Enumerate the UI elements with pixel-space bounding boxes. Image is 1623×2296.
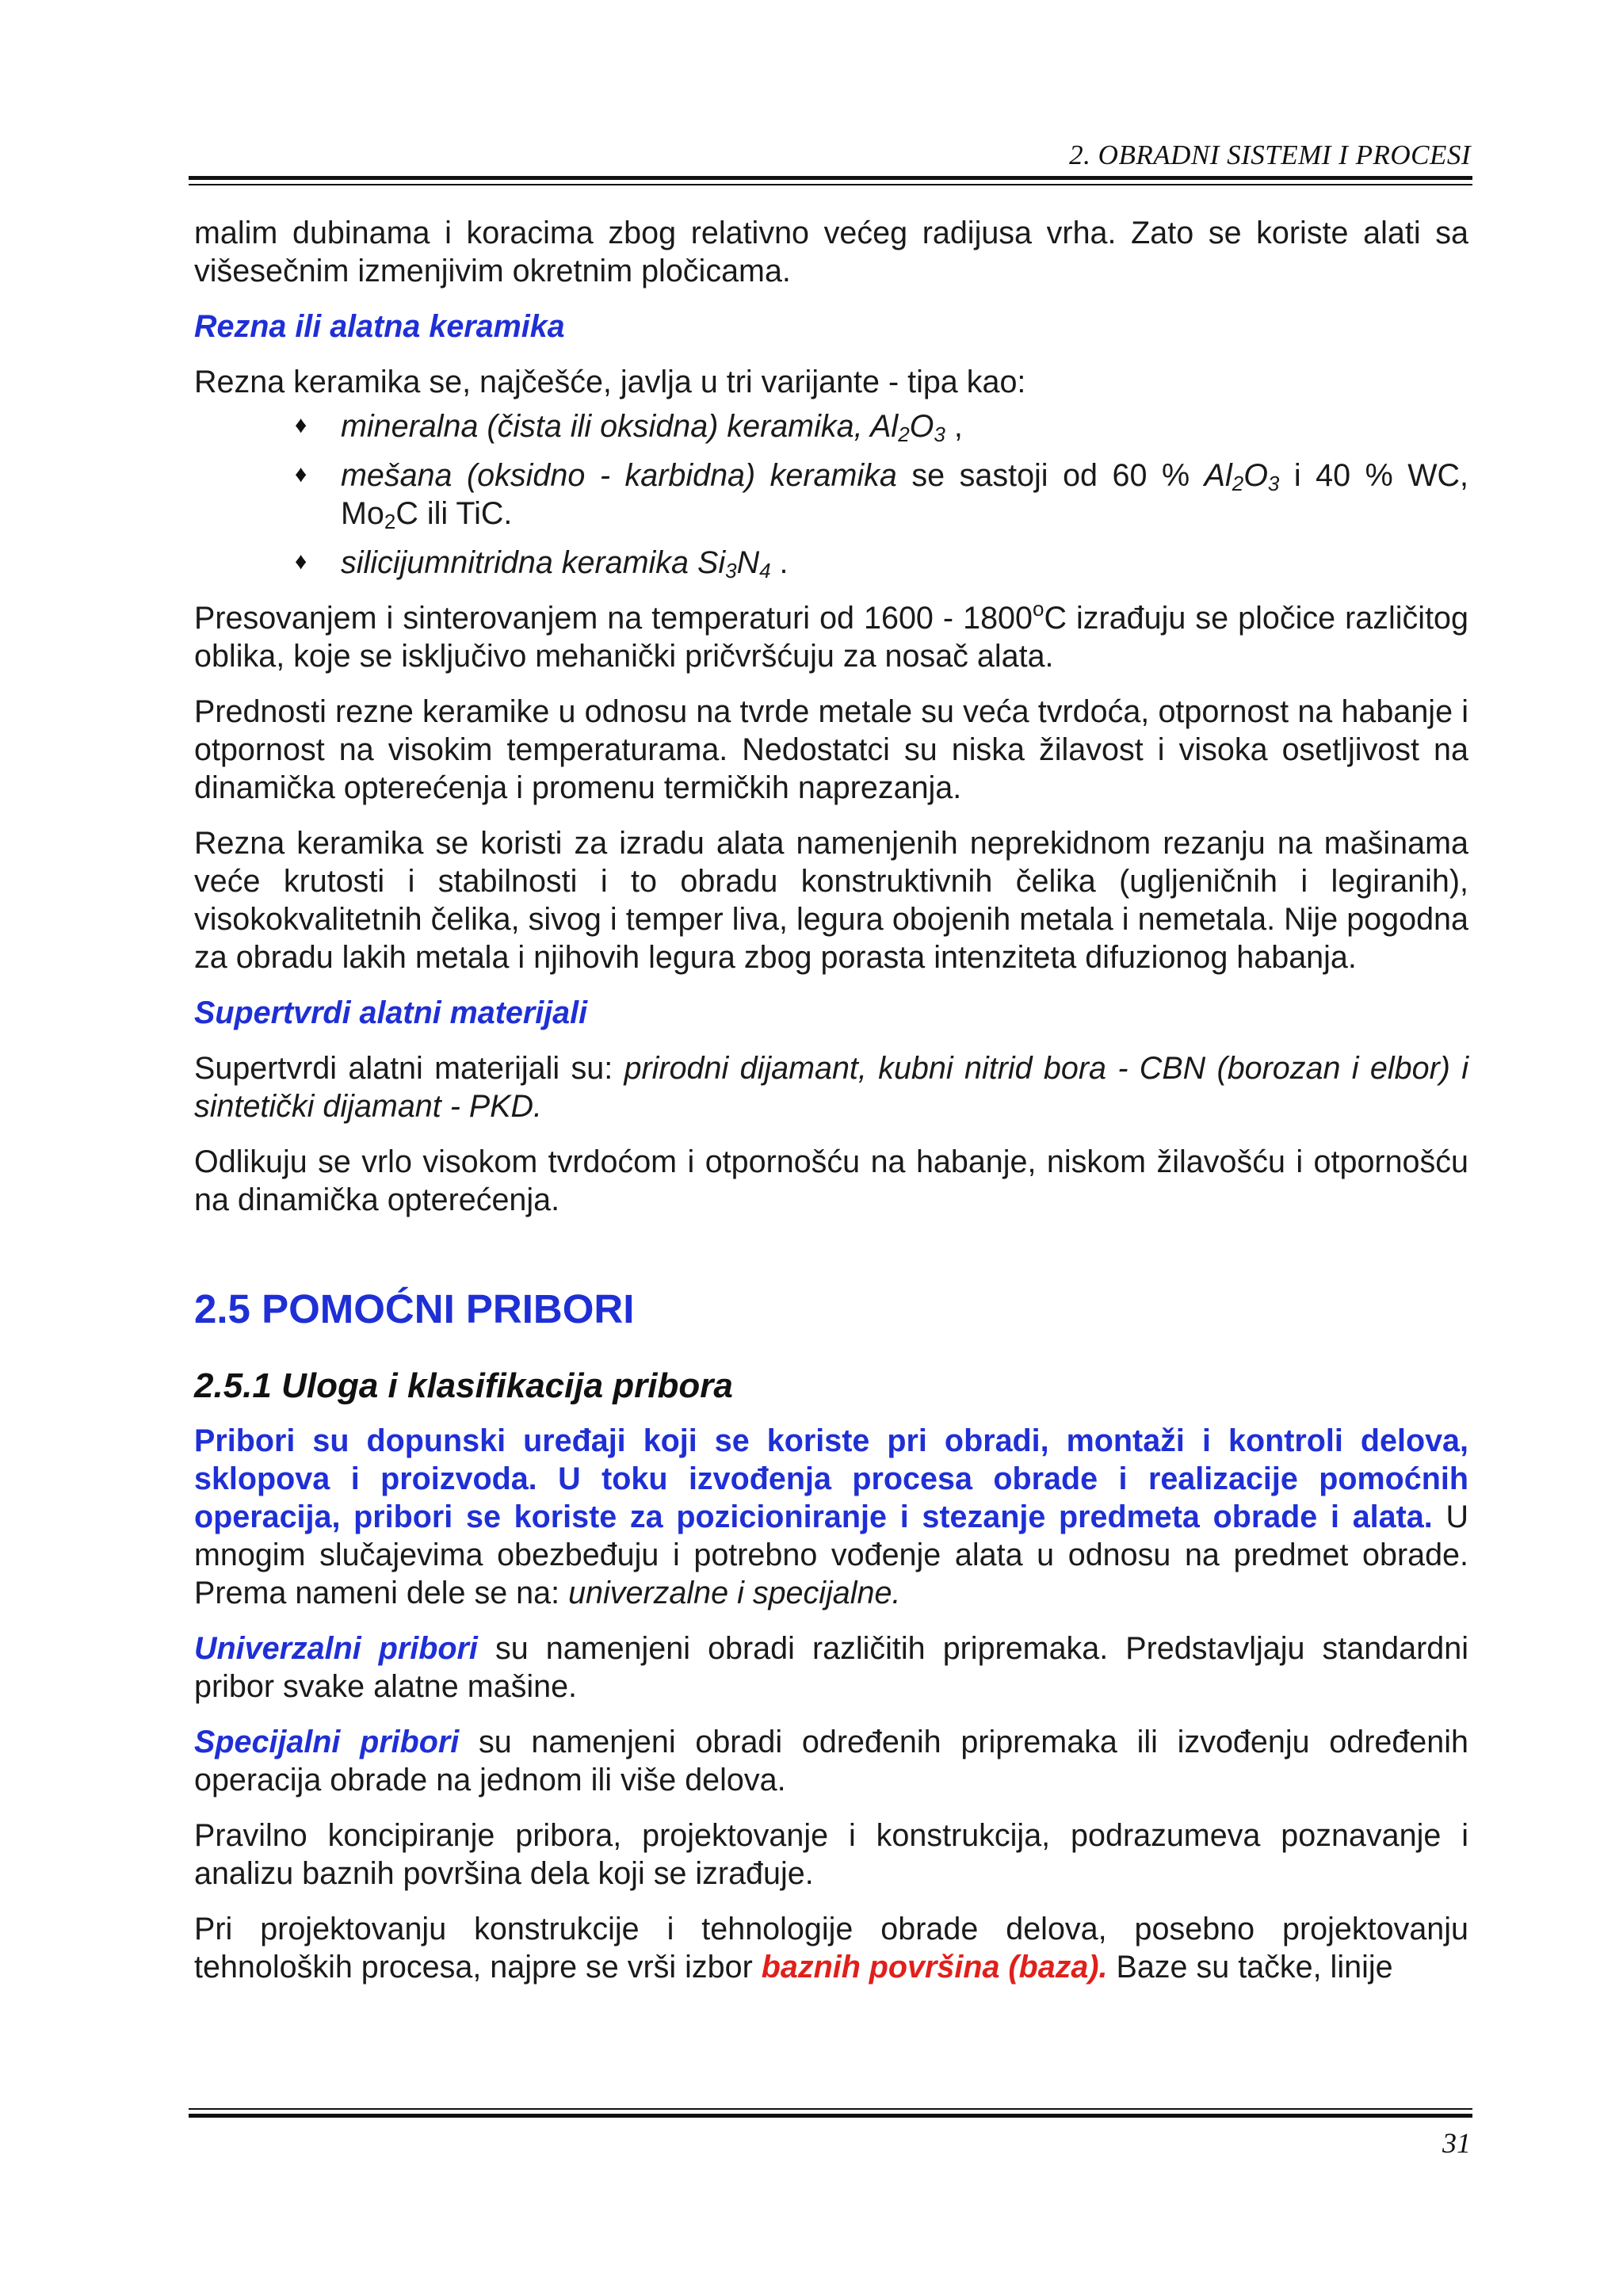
bullet-term: mešana (oksidno - karbidna) keramika — [341, 458, 897, 493]
paragraph-special-fixtures: Specijalni pribori su namenjeni obradi određenih pripremaka ili izvođenju određenih operacija obrade na jednom ili više delova. — [194, 1725, 1468, 1797]
paragraph-superhard-list: Supertvrdi alatni materijali su: prirodni dijamant, kubni nitrid bora - CBN (borozan i elbor) i sintetički dijamant - PKD. — [194, 1051, 1468, 1124]
diamond-bullet-icon: ♦ — [295, 548, 307, 575]
page-body — [194, 214, 1468, 2004]
paragraph-ceramics-intro: Rezna keramika se, najčešće, javlja u tri varijante - tipa kao: — [194, 365, 1026, 399]
diamond-bullet-icon: ♦ — [295, 461, 307, 487]
list-item: ♦ mešana (oksidno - karbidna) keramika se sastoji od 60 % $Al_2O_3$ i 40 % WC, $Mo_2C$ ili TiC. — [341, 457, 1468, 533]
header-rule-thick — [189, 176, 1472, 180]
subheading-superhard: Supertvrdi alatni materijali — [194, 995, 588, 1030]
paragraph-fixtures-definition: Pribori su dopunski uređaji koji se koriste pri obradi, montaži i kontroli delova, sklopova i proizvoda. U toku izvođenja procesa obrade i realizacije pomoćnih operacija, pribori se koriste za pozicioniranje i stezanje predmeta obrade i alata. U mnogim slučajevima obezbeđuju i potrebno vođenje alata u odnosu na predmet obrade. Prema nameni dele se na: univerzalne i specijalne. — [194, 1423, 1468, 1610]
bullet-text: mineralna (čista ili oksidna) keramika, $Al_2O_3$ — [341, 409, 945, 446]
paragraph-fixture-design: Pravilno koncipiranje pribora, projektovanje i konstrukcija, podrazumeva poznavanje i analizu baznih površina dela koji se izrađuje. — [194, 1818, 1468, 1891]
section-title: 2.5 POMOĆNI PRIBORI — [194, 1286, 635, 1331]
paragraph-superhard-props: Odlikuju se vrlo visokom tvrdoćom i otpornošću na habanje, niskom žilavošću i otpornošću na dinamička opterećenja. — [194, 1144, 1468, 1217]
footer-rule-thin — [189, 2108, 1472, 2110]
paragraph-base-surfaces: Pri projektovanju konstrukcije i tehnologije obrade delova, posebno projektovanju tehnoloških procesa, najpre se vrši izbor baznih površina (baza). Baze su tačke, linije — [194, 1912, 1468, 1985]
list-item — [295, 407, 1468, 446]
paragraph-sintering: Presovanjem i sinterovanjem na temperaturi od 1600 - 1800$^o$C izrađuju se pločice različitog oblika, koje se isključivo mehanički pričvršćuju za nosač alata. — [194, 597, 1468, 674]
paragraph-usage: Rezna keramika se koristi za izradu alata namenjenih neprekidnom rezanju na mašinama veće krutosti i stabilnosti i to obradu konstruktivnih čelika (ugljeničnih i legiranih), visokokvalitetnih čelika, sivog i temper liva, legura obojenih metala i nemetala. Nije pogodna za obradu lakih metala i njihovih legura zbog porasta intenziteta difuzionog habanja. — [194, 826, 1468, 975]
diamond-bullet-icon: ♦ — [295, 412, 307, 438]
subheading-ceramics: Rezna ili alatna keramika — [194, 309, 565, 344]
list-item: ♦ silicijumnitridna keramika $Si_3N_4$ . — [341, 544, 1468, 582]
page-number: 31 — [1442, 2127, 1471, 2159]
paragraph-advantages: Prednosti rezne keramike u odnosu na tvrde metale su veća tvrdoća, otpornost na habanje i otpornost na visokim temperaturama. Nedostatci su niska žilavost i visoka osetljivost na dinamička opterećenja i promenu termičkih naprezanja. — [194, 694, 1468, 805]
paragraph-continuation: malim dubinama i koracima zbog relativno većeg radijusa vrha. Zato se koriste alati sa višesečnim izmenjivim okretnim pločicama. — [194, 216, 1468, 288]
ceramics-variant-list — [194, 407, 1468, 582]
running-header: 2. OBRADNI SISTEMI I PROCESI — [1069, 139, 1471, 170]
bullet-text: silicijumnitridna keramika $Si_3N_4$ — [341, 545, 771, 583]
header-rule-thin — [189, 184, 1472, 185]
subsection-title: 2.5.1 Uloga i klasifikacija pribora — [194, 1366, 733, 1405]
footer-rule-thick — [189, 2114, 1472, 2118]
bullet-tail: , — [945, 409, 963, 444]
paragraph-universal-fixtures: Univerzalni pribori su namenjeni obradi različitih pripremaka. Predstavljaju standardni pribor svake alatne mašine. — [194, 1631, 1468, 1704]
